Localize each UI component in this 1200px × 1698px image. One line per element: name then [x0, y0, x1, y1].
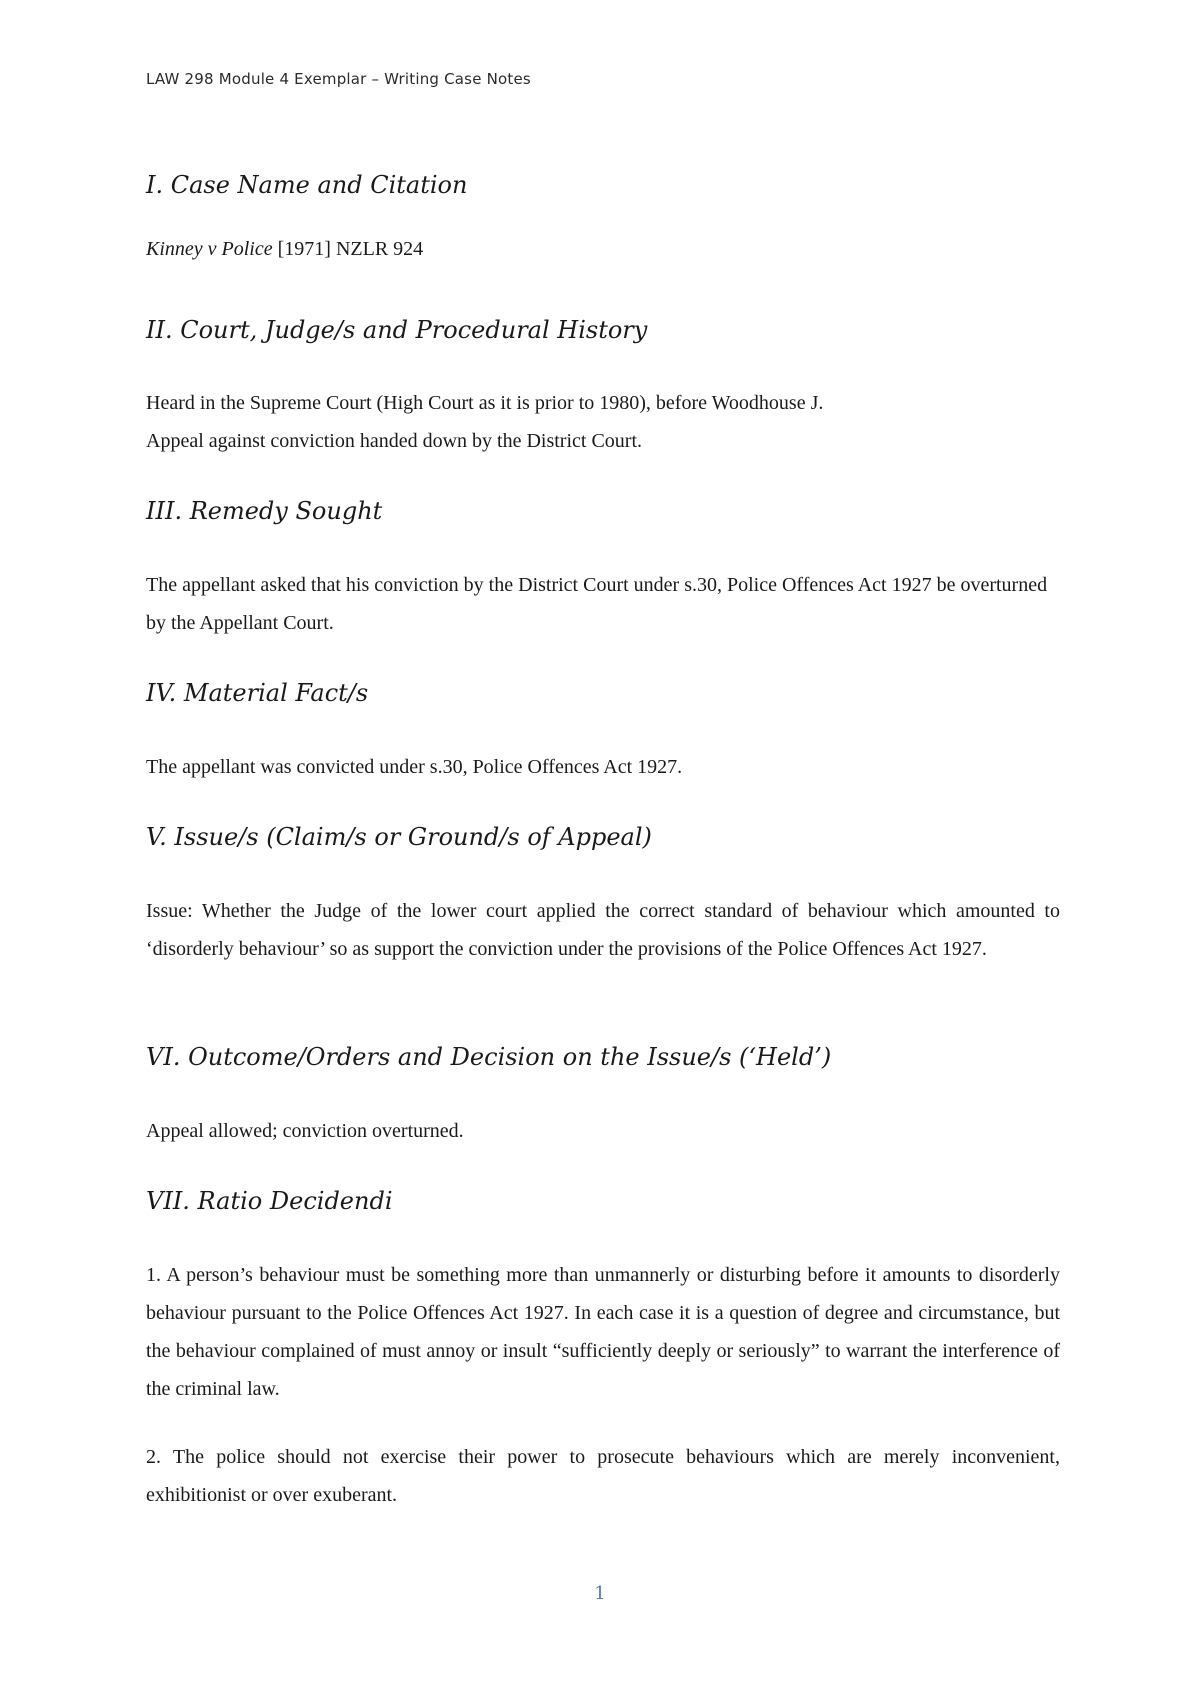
- remedy-block: [146, 566, 1060, 642]
- citation-paragraph: [146, 230, 1060, 268]
- page-number: 1: [594, 1583, 606, 1604]
- court-block: [146, 384, 1060, 460]
- section-heading-case-name: I. Case Name and Citation: [146, 171, 468, 199]
- section-outcome: [146, 1042, 1060, 1073]
- section-heading-court: II. Court, Judge/s and Procedural History: [146, 316, 648, 344]
- section-court: [146, 315, 1060, 346]
- ratio-point-1: 1. A person’s behaviour must be something more than unmannerly or disturbing before it amounts to disorderly behaviour pursuant to the Police Offences Act 1927. In each case it is a question of degree and circumstance, but the behaviour complained of must annoy or insult “sufficiently deeply or seriously” to warrant the interference of the criminal law.: [146, 1264, 1060, 1400]
- section-facts: [146, 678, 1060, 709]
- section-remedy: [146, 496, 1060, 527]
- section-heading-ratio: VII. Ratio Decidendi: [146, 1187, 393, 1215]
- case-citation: [1971] NZLR 924: [272, 238, 424, 260]
- court-line-2: Appeal against conviction handed down by the District Court.: [146, 430, 643, 452]
- section-heading-outcome: VI. Outcome/Orders and Decision on the Issue/s (‘Held’): [146, 1043, 832, 1071]
- issues-block: [146, 892, 1060, 968]
- section-case-name: [146, 170, 1060, 201]
- section-heading-issues: V. Issue/s (Claim/s or Ground/s of Appeal): [146, 823, 652, 851]
- court-line-1: Heard in the Supreme Court (High Court as it is prior to 1980), before Woodhouse J.: [146, 392, 824, 414]
- ratio-point-2: 2. The police should not exercise their power to prosecute behaviours which are merely inconvenient, exhibitionist or over exuberant.: [146, 1446, 1060, 1506]
- section-ratio: [146, 1186, 1060, 1217]
- running-header: LAW 298 Module 4 Exemplar – Writing Case Notes: [146, 70, 531, 88]
- facts-block: [146, 748, 1060, 786]
- section-heading-facts: IV. Material Fact/s: [146, 679, 369, 707]
- outcome-block: [146, 1112, 1060, 1150]
- facts-paragraph: The appellant was convicted under s.30, Police Offences Act 1927.: [146, 756, 683, 778]
- remedy-paragraph: The appellant asked that his conviction by the District Court under s.30, Police Offences Act 1927 be overturned by the Appellant Court.: [146, 574, 1048, 634]
- section-heading-remedy: III. Remedy Sought: [146, 497, 383, 525]
- ratio-point-1-block: [146, 1256, 1060, 1408]
- case-name: Kinney v Police: [146, 238, 273, 260]
- outcome-paragraph: Appeal allowed; conviction overturned.: [146, 1120, 464, 1142]
- ratio-point-2-block: [146, 1438, 1060, 1514]
- issues-paragraph: Issue: Whether the Judge of the lower court applied the correct standard of behaviour which amounted to ‘disorderly behaviour’ so as support the conviction under the provisions of the Police Offences Act 1927.: [146, 900, 1060, 960]
- citation-block: [146, 230, 1060, 268]
- section-issues: [146, 822, 1060, 853]
